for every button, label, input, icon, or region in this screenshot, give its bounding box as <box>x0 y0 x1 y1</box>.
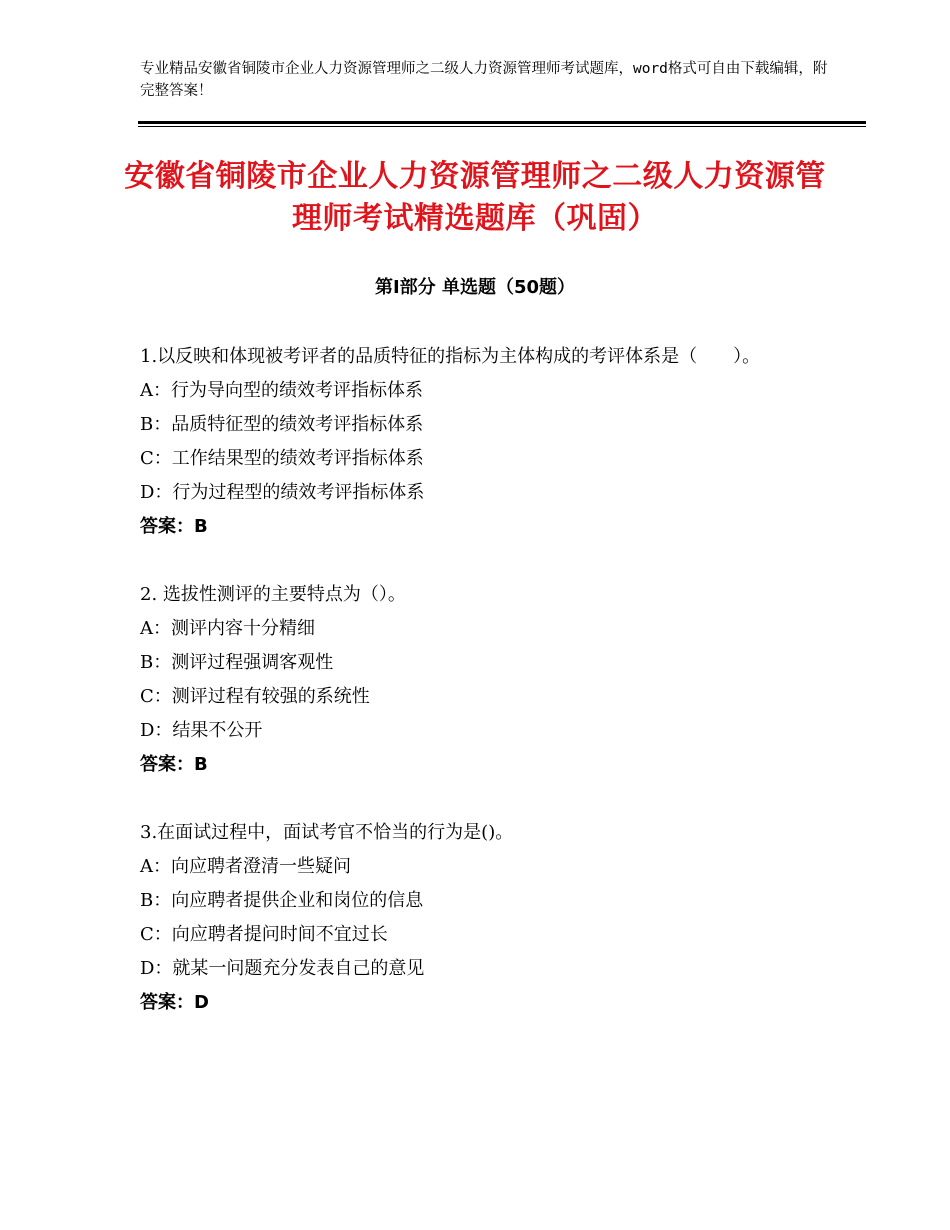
option-d: D：结果不公开 <box>140 720 263 741</box>
section-title: 第Ⅰ部分 单选题（50题） <box>374 277 575 298</box>
option-b: B：品质特征型的绩效考评指标体系 <box>140 414 424 435</box>
option-c: C：向应聘者提问时间不宜过长 <box>140 924 388 945</box>
header-note: 专业精品安徽省铜陵市企业人力资源管理师之二级人力资源管理师考试题库，word格式可自由下载编辑，附完整答案！ <box>140 61 828 99</box>
option-d: D：行为过程型的绩效考评指标体系 <box>140 482 425 503</box>
header-rule-thin <box>138 126 866 127</box>
question-stem: 1.以反映和体现被考评者的品质特征的指标为主体构成的考评体系是（ ）。 <box>140 346 761 367</box>
answer: 答案：B <box>140 754 208 775</box>
document-title: 安徽省铜陵市企业人力资源管理师之二级人力资源管理师考试精选题库（巩固） <box>124 159 826 236</box>
option-a: A：测评内容十分精细 <box>140 618 315 639</box>
option-b: B：测评过程强调客观性 <box>140 652 334 673</box>
answer: 答案：B <box>140 516 208 537</box>
option-a: A：行为导向型的绩效考评指标体系 <box>140 380 423 401</box>
question-stem: 2. 选拔性测评的主要特点为（）。 <box>140 584 406 605</box>
header-rule-thick <box>138 121 866 124</box>
option-b: B：向应聘者提供企业和岗位的信息 <box>140 890 424 911</box>
question-list <box>140 340 820 1054</box>
option-a: A：向应聘者澄清一些疑问 <box>140 856 351 877</box>
answer: 答案：D <box>140 992 209 1013</box>
option-c: C：测评过程有较强的系统性 <box>140 686 370 707</box>
option-d: D：就某一问题充分发表自己的意见 <box>140 958 425 979</box>
question-1 <box>140 340 820 544</box>
question-2 <box>140 578 820 782</box>
option-c: C：工作结果型的绩效考评指标体系 <box>140 448 424 469</box>
question-3 <box>140 816 820 1020</box>
question-stem: 3.在面试过程中，面试考官不恰当的行为是()。 <box>140 822 514 843</box>
